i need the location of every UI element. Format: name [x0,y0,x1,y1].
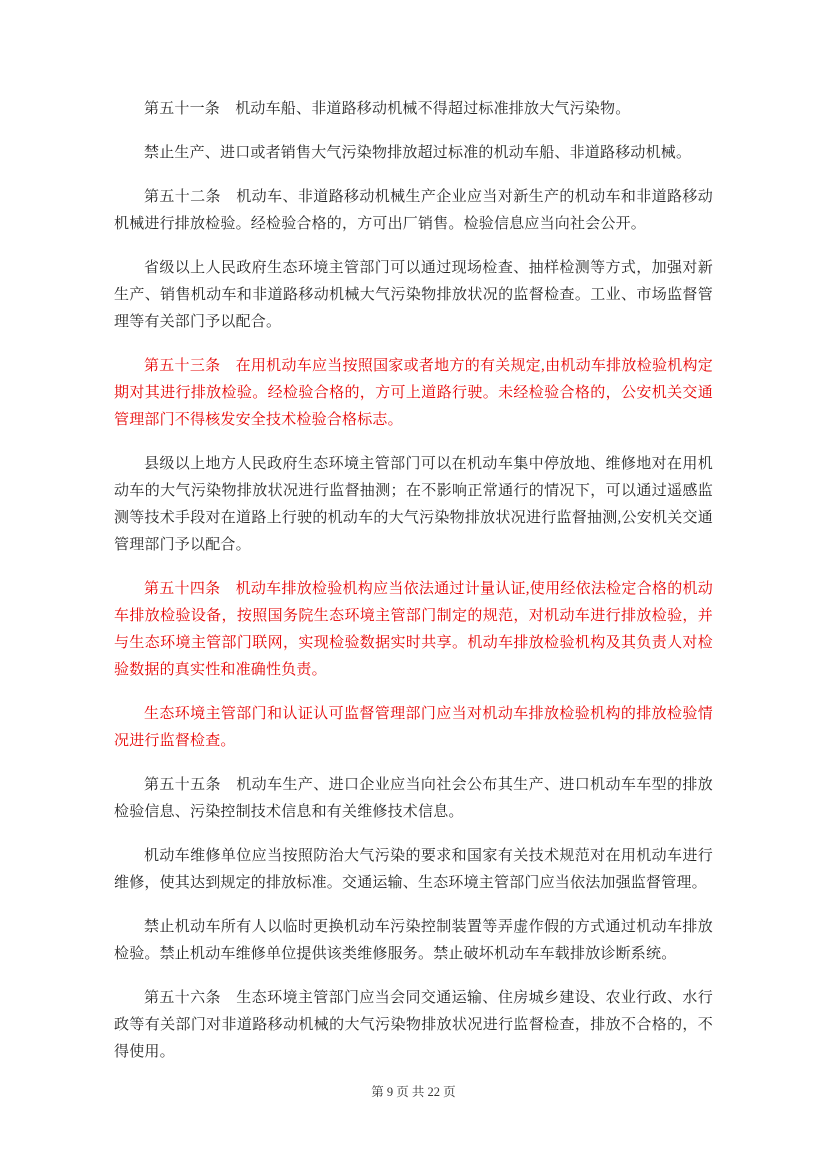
paragraph-article-56: 第五十六条 生态环境主管部门应当会同交通运输、住房城乡建设、农业行政、水行政等有关部门对非道路移动机械的大气污染物排放状况进行监督检查，排放不合格的，不得使用。 [114,990,713,1060]
paragraph-article-52-clause-2: 省级以上人民政府生态环境主管部门可以通过现场检查、抽样检测等方式，加强对新生产、销售机动车和非道路移动机械大气污染物排放状况的监督检查。工业、市场监督管理等有关部门予以配合。 [114,260,713,330]
page-footer [114,1083,713,1101]
paragraph-article-53: 第五十三条 在用机动车应当按照国家或者地方的有关规定,由机动车排放检验机构定期对其进行排放检验。经检验合格的，方可上道路行驶。未经检验合格的，公安机关交通管理部门不得核发安全技术检验合格标志。 [114,358,713,428]
paragraph-article-54: 第五十四条 机动车排放检验机构应当依法通过计量认证,使用经依法检定合格的机动车排放检验设备，按照国务院生态环境主管部门制定的规范，对机动车进行排放检验，并与生态环境主管部门联网，实现检验数据实时共享。机动车排放检验机构及其负责人对检验数据的真实性和准确性负责。 [114,581,713,678]
document-body [114,96,713,1066]
paragraph-article-51: 第五十一条 机动车船、非道路移动机械不得超过标准排放大气污染物。 [144,101,631,117]
paragraph-article-55-clause-2: 机动车维修单位应当按照防治大气污染的要求和国家有关技术规范对在用机动车进行维修，使其达到规定的排放标准。交通运输、生态环境主管部门应当依法加强监督管理。 [114,848,713,891]
paragraph-article-51-clause-2: 禁止生产、进口或者销售大气污染物排放超过标准的机动车船、非道路移动机械。 [144,145,692,161]
page-number-indicator: 第 9 页 共 22 页 [371,1085,456,1099]
paragraph-article-54-clause-2: 生态环境主管部门和认证认可监督管理部门应当对机动车排放检验机构的排放检验情况进行监督检查。 [114,706,713,749]
paragraph-article-52: 第五十二条 机动车、非道路移动机械生产企业应当对新生产的机动车和非道路移动机械进行排放检验。经检验合格的，方可出厂销售。检验信息应当向社会公开。 [114,189,713,232]
paragraph-article-53-clause-2: 县级以上地方人民政府生态环境主管部门可以在机动车集中停放地、维修地对在用机动车的大气污染物排放状况进行监督抽测；在不影响正常通行的情况下，可以通过遥感监测等技术手段对在道路上行驶的机动车的大气污染物排放状况进行监督抽测,公安机关交通管理部门予以配合。 [114,456,713,553]
paragraph-article-55-clause-3: 禁止机动车所有人以临时更换机动车污染控制装置等弄虚作假的方式通过机动车排放检验。禁止机动车维修单位提供该类维修服务。禁止破坏机动车车载排放诊断系统。 [114,919,713,962]
paragraph-article-55: 第五十五条 机动车生产、进口企业应当向社会公布其生产、进口机动车车型的排放检验信息、污染控制技术信息和有关维修技术信息。 [114,777,713,820]
